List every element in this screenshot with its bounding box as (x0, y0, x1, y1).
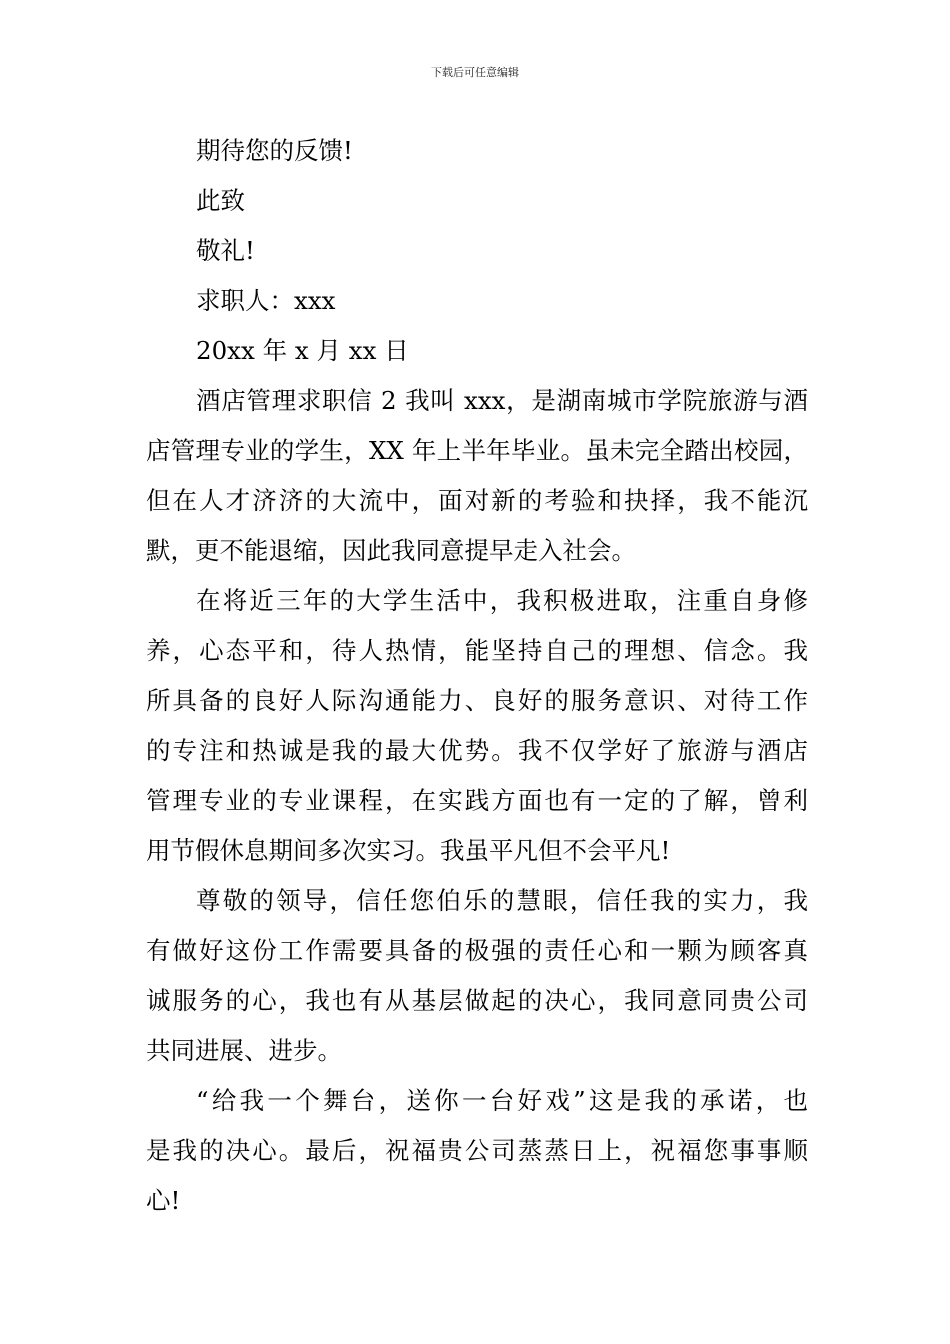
paragraph-introduction (146, 376, 808, 576)
paragraph-line: 管理专业的专业课程，在实践方面也有一定的了解，曾利 (146, 786, 808, 815)
letter-body (146, 126, 808, 1226)
closing-line-date: 20xx 年 x 月 xx 日 (196, 336, 409, 365)
closing-line-applicant: 求职人：xxx (196, 286, 336, 315)
paragraph-line: 是我的决心。最后，祝福贵公司蒸蒸日上，祝福您事事顺 (146, 1136, 808, 1165)
closing-line-regards: 敬礼! (196, 236, 255, 265)
paragraph-line: 默，更不能退缩，因此我同意提早走入社会。 (146, 536, 636, 565)
paragraph-line: 共同进展、进步。 (146, 1036, 342, 1065)
paragraph-line: 养，心态平和，待人热情，能坚持自己的理想、信念。我 (146, 636, 808, 665)
paragraph-commitment (146, 876, 808, 1076)
paragraph-line: 用节假休息期间多次实习。我虽平凡但不会平凡! (146, 836, 671, 865)
paragraph-line: 但在人才济济的大流中，面对新的考验和抉择，我不能沉 (146, 486, 808, 515)
paragraph-line: 店管理专业的学生，XX 年上半年毕业。虽未完全踏出校园， (146, 436, 808, 465)
paragraph-closing-wish (146, 1076, 808, 1226)
closing-line-salutation: 此致 (196, 186, 245, 215)
paragraph-line: 有做好这份工作需要具备的极强的责任心和一颗为顾客真 (146, 936, 808, 965)
page-header: 下载后可任意编辑 (431, 66, 519, 79)
closing-line-feedback: 期待您的反馈! (196, 136, 353, 165)
paragraph-line: 诚服务的心，我也有从基层做起的决心，我同意同贵公司 (146, 986, 808, 1015)
paragraph-line: 尊敬的领导，信任您伯乐的慧眼，信任我的实力，我 (196, 886, 808, 915)
paragraph-line: 在将近三年的大学生活中，我积极进取，注重自身修 (196, 586, 808, 615)
paragraph-line: “给我一个舞台，送你一台好戏”这是我的承诺，也 (196, 1086, 808, 1115)
paragraph-line: 酒店管理求职信 2 我叫 xxx，是湖南城市学院旅游与酒 (196, 386, 808, 415)
paragraph-line: 的专注和热诚是我的最大优势。我不仅学好了旅游与酒店 (146, 736, 808, 765)
paragraph-line: 心! (146, 1186, 181, 1215)
paragraph-line: 所具备的良好人际沟通能力、良好的服务意识、对待工作 (146, 686, 808, 715)
paragraph-college-life (146, 576, 808, 876)
